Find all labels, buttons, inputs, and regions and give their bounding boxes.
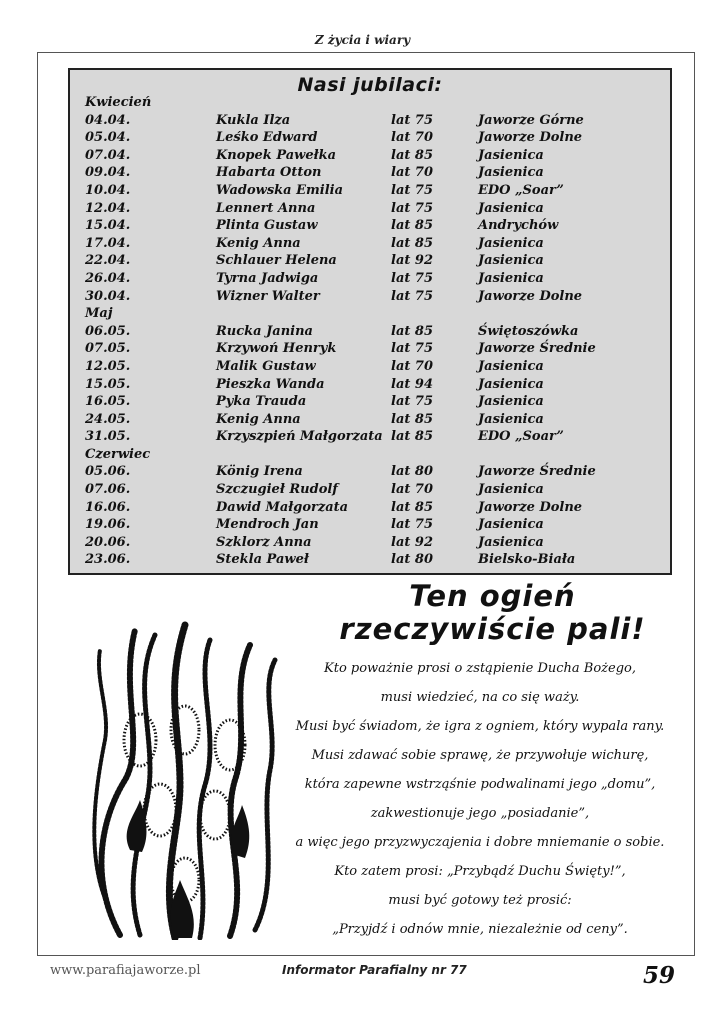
article-line: musi wiedzieć, na co się waży. [380, 690, 580, 705]
jubilee-date: 04.04. [85, 112, 131, 128]
jubilee-place: Jasienica [478, 376, 544, 392]
jubilee-row [85, 481, 665, 499]
jubilee-age: lat 75 [391, 270, 433, 286]
jubilee-name: Malik Gustaw [216, 358, 316, 374]
jubilee-date: 05.06. [85, 464, 131, 480]
jubilee-place: EDO „Soar” [478, 182, 564, 198]
jubilee-date: 15.05. [85, 376, 131, 392]
jubilee-row [85, 551, 665, 569]
jubilee-age: lat 92 [391, 534, 433, 550]
jubilee-age: lat 94 [391, 376, 433, 392]
article-line: Kto poważnie prosi o zstąpienie Ducha Bożego, [324, 661, 636, 676]
jubilee-place: Jaworze Średnie [478, 341, 596, 357]
jubilee-date: 24.05. [85, 411, 131, 427]
jubilee-name: Leśko Edward [216, 130, 318, 146]
article-title [290, 580, 695, 646]
jubilee-place: Jasienica [478, 235, 544, 251]
jubilee-row [85, 499, 665, 517]
jubilee-row [85, 323, 665, 341]
jubilee-date: 07.04. [85, 147, 131, 163]
jubilee-date: 06.05. [85, 323, 131, 339]
jubilee-name: Kukla Ilza [216, 112, 291, 128]
jubilee-name: Pyka Trauda [216, 394, 307, 410]
article-text [290, 654, 670, 944]
jubilee-date: 19.06. [85, 517, 131, 533]
jubilee-place: Jasienica [478, 358, 544, 374]
jubilee-age: lat 75 [391, 288, 433, 304]
article-line: „Przyjdź i odnów mnie, niezależnie od ceny”. [332, 922, 628, 937]
jubilee-age: lat 70 [391, 482, 433, 498]
jubilee-age: lat 85 [391, 218, 433, 234]
jubilee-age: lat 75 [391, 200, 433, 216]
jubilee-age: lat 75 [391, 112, 433, 128]
article-line: która zapewne wstrząśnie podwalinami jego „domu”, [304, 777, 656, 792]
month-heading: Czerwiec [85, 446, 151, 462]
jubilee-name: Plinta Gustaw [216, 218, 318, 234]
jubilee-row [85, 463, 665, 481]
jubilee-place: Jaworze Dolne [478, 288, 583, 304]
jubilee-name: Mendroch Jan [216, 517, 319, 533]
jubilee-name: Wizner Walter [216, 288, 320, 304]
jubilee-row [85, 516, 665, 534]
jubilee-name: Habarta Otton [216, 165, 322, 181]
article-line: Kto zatem prosi: „Przybądź Duchu Święty!”, [334, 864, 626, 879]
jubilee-age: lat 85 [391, 499, 433, 515]
jubilee-place: Jasienica [478, 411, 544, 427]
jubilee-row [85, 182, 665, 200]
jubilee-age: lat 70 [391, 130, 433, 146]
jubilees-box [68, 68, 672, 575]
jubilee-place: Jasienica [478, 534, 544, 550]
jubilee-date: 15.04. [85, 218, 131, 234]
jubilee-place: Jasienica [478, 200, 544, 216]
jubilee-date: 16.05. [85, 394, 131, 410]
jubilee-row [85, 340, 665, 358]
jubilee-age: lat 85 [391, 429, 433, 445]
flame-illustration-icon [80, 620, 285, 940]
jubilee-place: Bielsko-Biała [478, 552, 576, 568]
jubilee-age: lat 75 [391, 341, 433, 357]
article-line: a więc jego przyzwyczajenia i dobre mniemanie o sobie. [295, 835, 665, 850]
jubilee-place: Jaworze Górne [478, 112, 584, 128]
jubilee-name: Rucka Janina [216, 323, 313, 339]
jubilee-row [85, 270, 665, 288]
jubilee-name: Dawid Małgorzata [216, 499, 349, 515]
month-heading: Kwiecień [85, 95, 152, 110]
jubilee-date: 31.05. [85, 429, 131, 445]
jubilee-name: Stekla Paweł [216, 552, 309, 568]
jubilee-age: lat 70 [391, 165, 433, 181]
jubilee-name: Kenig Anna [216, 235, 301, 251]
article-line: Musi zdawać sobie sprawę, że przywołuje wichurę, [311, 748, 649, 763]
jubilee-age: lat 75 [391, 182, 433, 198]
jubilees-list [85, 94, 665, 569]
jubilee-place: Jasienica [478, 394, 544, 410]
jubilee-date: 26.04. [85, 270, 131, 286]
jubilee-row [85, 235, 665, 253]
jubilee-name: Tyrna Jadwiga [216, 270, 319, 286]
jubilee-row [85, 200, 665, 218]
jubilee-age: lat 85 [391, 323, 433, 339]
jubilee-date: 10.04. [85, 182, 131, 198]
jubilee-name: Krzyszpień Małgorzata [216, 429, 383, 445]
jubilee-date: 20.06. [85, 534, 131, 550]
jubilee-name: Szklorz Anna [216, 534, 312, 550]
article-line: zakwestionuje jego „posiadanie”, [370, 806, 590, 821]
jubilee-row [85, 112, 665, 130]
jubilee-age: lat 85 [391, 147, 433, 163]
jubilee-name: Szczugieł Rudolf [216, 482, 338, 498]
jubilee-date: 16.06. [85, 499, 131, 515]
jubilee-place: Świętoszówka [478, 323, 579, 339]
jubilee-name: Kenig Anna [216, 411, 301, 427]
article-title-line-2: rzeczywiście pali! [339, 612, 646, 646]
jubilee-name: Krzywoń Henryk [216, 341, 337, 357]
jubilee-place: EDO „Soar” [478, 429, 564, 445]
jubilee-place: Jasienica [478, 165, 544, 181]
jubilee-row [85, 393, 665, 411]
jubilee-date: 07.05. [85, 341, 131, 357]
footer-url: www.parafiajaworze.pl [50, 963, 201, 978]
jubilee-date: 09.04. [85, 165, 131, 181]
jubilee-row [85, 411, 665, 429]
jubilee-row [85, 534, 665, 552]
jubilee-row [85, 129, 665, 147]
jubilee-age: lat 80 [391, 552, 433, 568]
jubilee-age: lat 75 [391, 394, 433, 410]
jubilee-date: 12.04. [85, 200, 131, 216]
jubilee-row [85, 217, 665, 235]
jubilee-name: Knopek Pawełka [216, 147, 337, 163]
jubilee-name: Wadowska Emilia [216, 182, 344, 198]
jubilee-place: Jaworze Dolne [478, 499, 583, 515]
jubilee-place: Jasienica [478, 253, 544, 269]
jubilee-place: Jaworze Średnie [478, 464, 596, 480]
jubilee-age: lat 85 [391, 235, 433, 251]
page-number: 59 [642, 962, 675, 989]
jubilee-name: Schlauer Helena [216, 253, 337, 269]
jubilee-row [85, 147, 665, 165]
jubilee-row [85, 288, 665, 306]
jubilee-age: lat 92 [391, 253, 433, 269]
section-header: Z życia i wiary [314, 33, 411, 47]
jubilee-age: lat 85 [391, 411, 433, 427]
month-heading: Maj [85, 306, 113, 322]
jubilee-place: Jasienica [478, 270, 544, 286]
jubilee-place: Jasienica [478, 482, 544, 498]
jubilee-row [85, 164, 665, 182]
jubilee-date: 22.04. [85, 253, 131, 269]
jubilee-row [85, 358, 665, 376]
jubilees-title: Nasi jubilaci: [297, 74, 443, 96]
jubilee-row [85, 428, 665, 446]
jubilee-place: Jasienica [478, 517, 544, 533]
article-line: Musi być świadom, że igra z ogniem, który wypala rany. [295, 719, 665, 734]
jubilee-date: 05.04. [85, 130, 131, 146]
jubilee-name: Lennert Anna [216, 200, 316, 216]
article-title-line-1: Ten ogień [409, 579, 576, 613]
jubilee-date: 23.06. [85, 552, 131, 568]
jubilee-name: König Irena [216, 464, 303, 480]
jubilee-age: lat 75 [391, 517, 433, 533]
jubilee-row [85, 252, 665, 270]
jubilee-place: Jaworze Dolne [478, 130, 583, 146]
article-line: musi być gotowy też prosić: [388, 893, 572, 908]
jubilee-date: 07.06. [85, 482, 131, 498]
jubilee-date: 30.04. [85, 288, 131, 304]
jubilee-date: 17.04. [85, 235, 131, 251]
jubilee-place: Jasienica [478, 147, 544, 163]
footer-publication: Informator Parafialny nr 77 [282, 963, 467, 977]
jubilee-row [85, 376, 665, 394]
jubilee-place: Andrychów [478, 218, 559, 234]
jubilee-age: lat 70 [391, 358, 433, 374]
jubilee-date: 12.05. [85, 358, 131, 374]
jubilee-name: Pieszka Wanda [216, 376, 325, 392]
jubilee-age: lat 80 [391, 464, 433, 480]
